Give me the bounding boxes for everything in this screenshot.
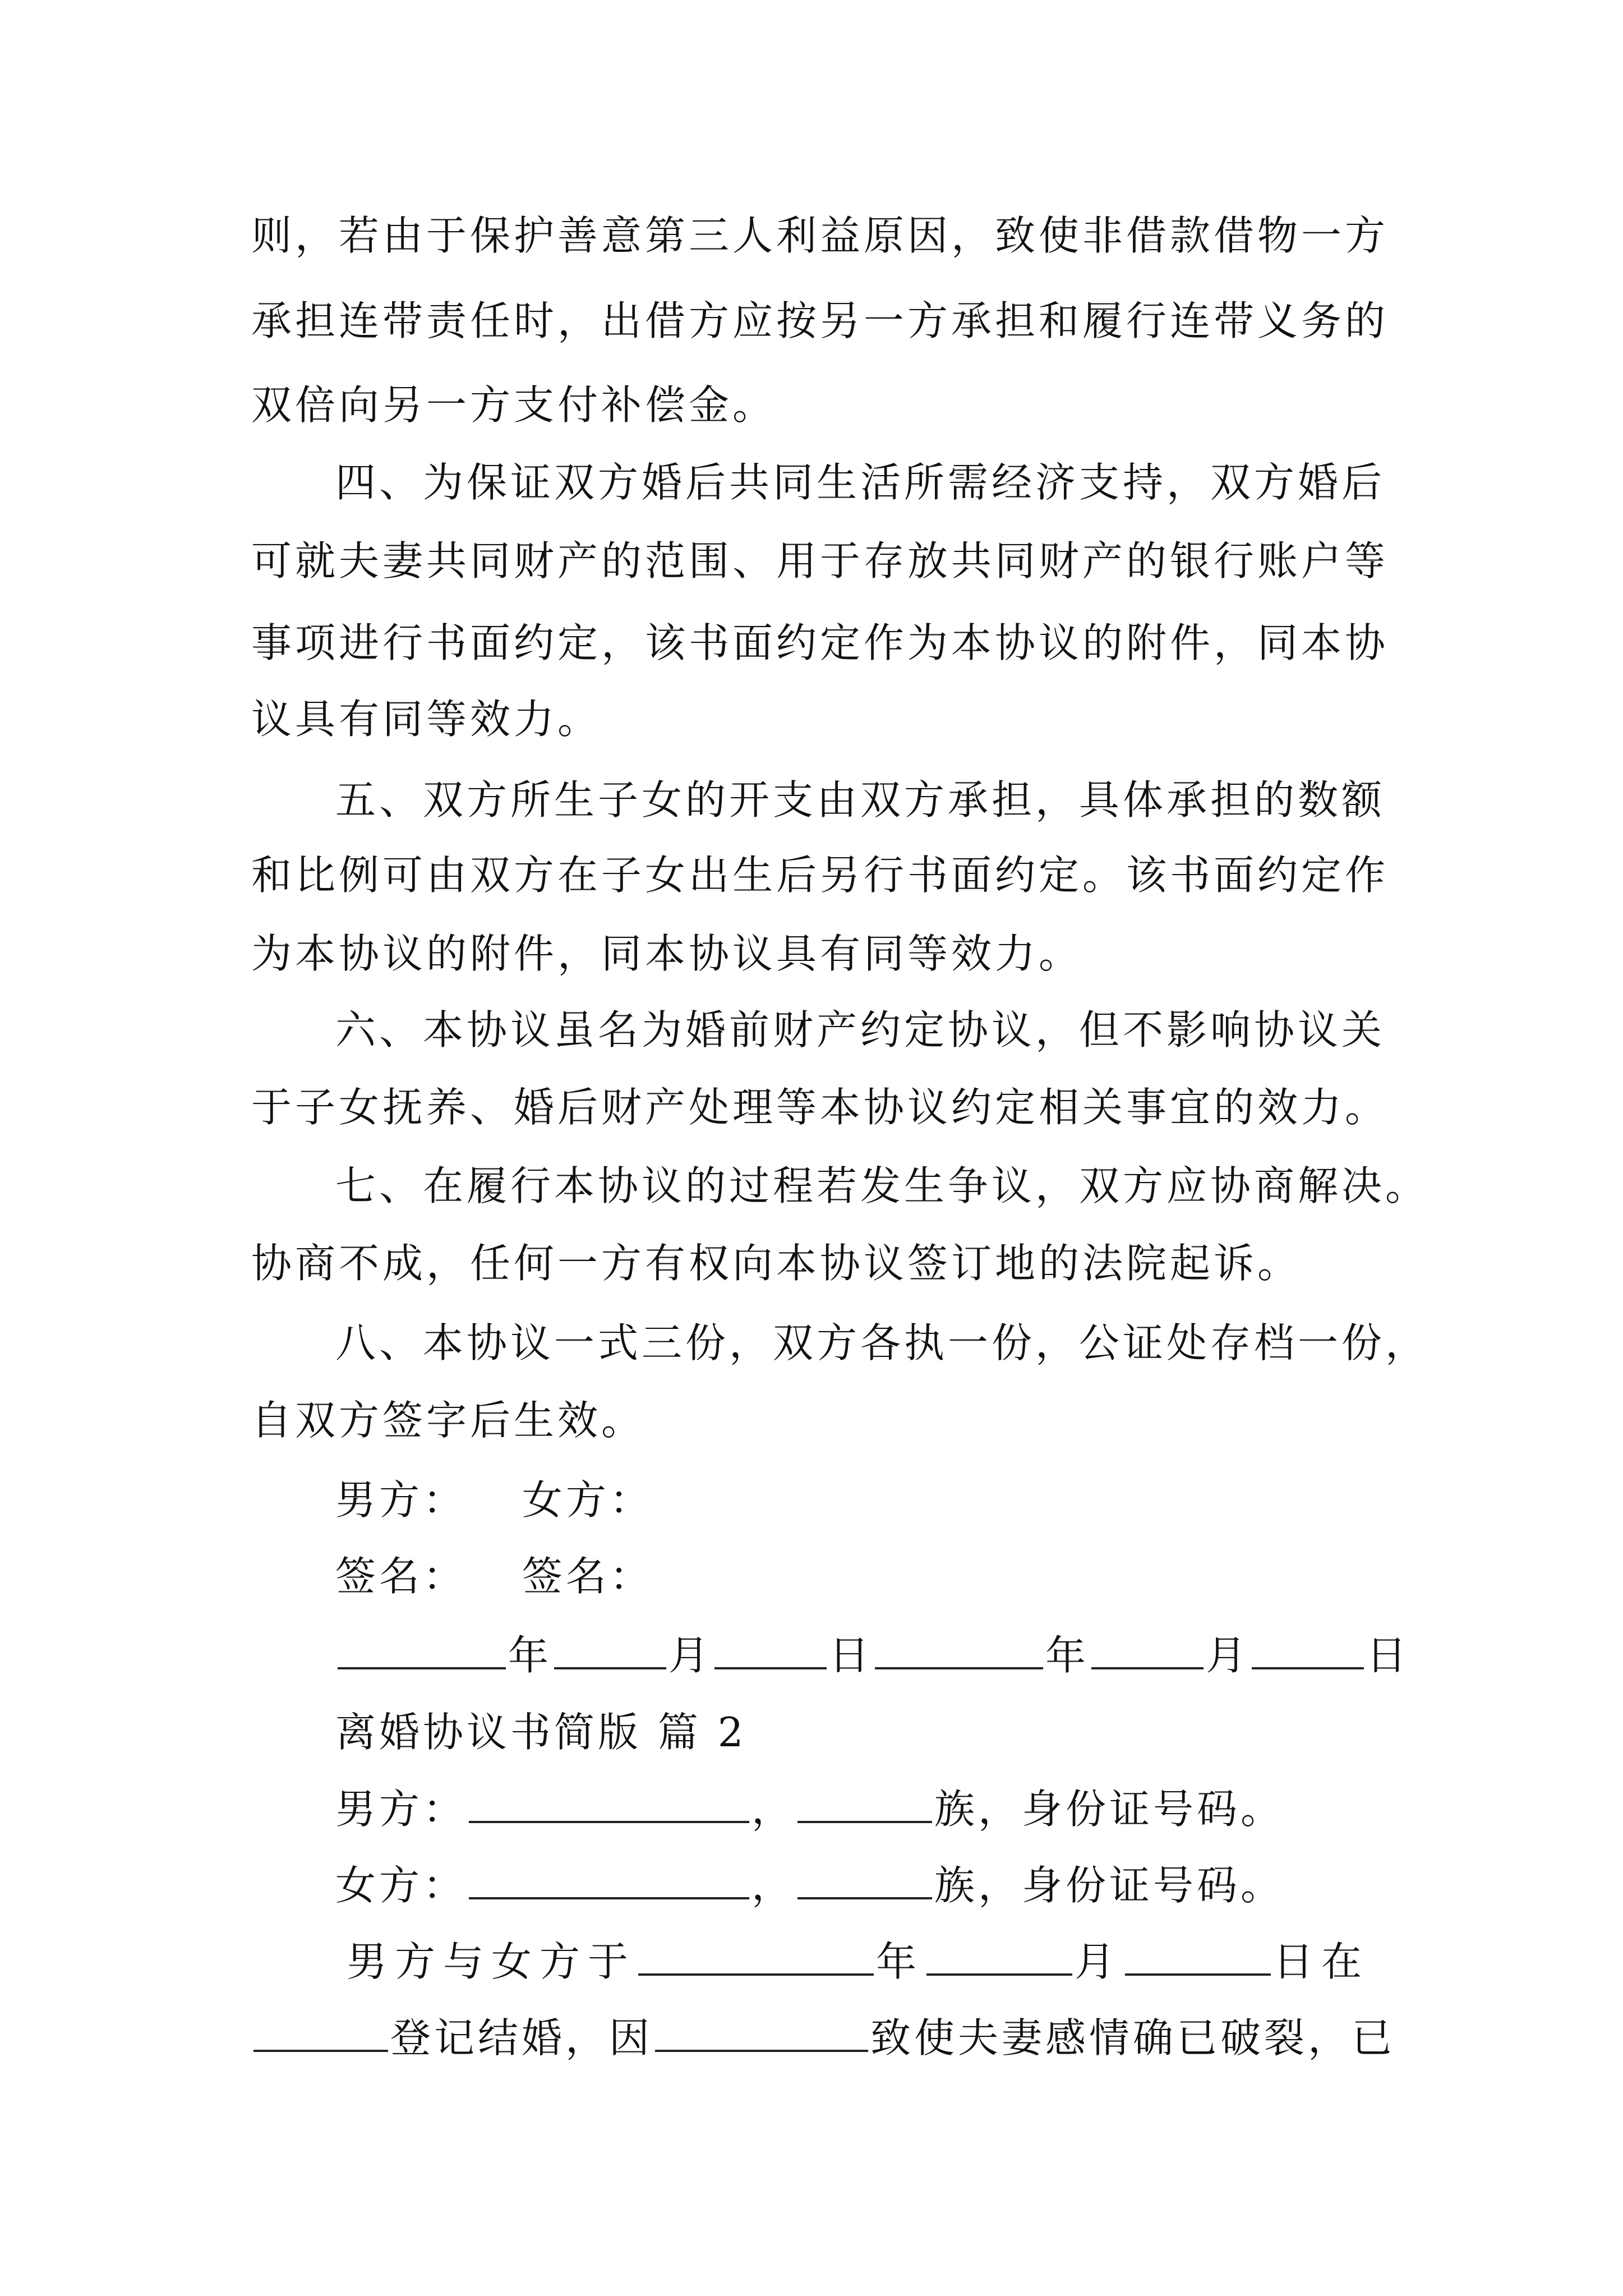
month-blank[interactable]	[554, 1628, 666, 1669]
register-text: 登记结婚，因	[390, 2014, 653, 2062]
year-label: 年	[508, 1632, 552, 1679]
text-line: 可就夫妻共同财产的范围、用于存放共同财产的银行账户等	[251, 537, 1389, 585]
signature-row	[335, 1549, 1457, 1603]
text-line: 双倍向另一方支付补偿金。	[251, 381, 777, 429]
section-title: 离婚协议书简版 篇 2	[335, 1709, 747, 1756]
day-blank[interactable]	[1252, 1628, 1364, 1669]
signature-label: 签名：	[335, 1553, 467, 1600]
text-line: 于子女抚养、婚后财产处理等本协议约定相关事宜的效力。	[251, 1084, 1389, 1131]
male-label: 男方：	[335, 1476, 467, 1524]
male-prefix: 男方：	[335, 1786, 467, 1833]
text-line: 则，若由于保护善意第三人利益原因，致使非借款借物一方	[251, 212, 1389, 259]
text-line: 为本协议的附件，同本协议具有同等效力。	[251, 930, 1083, 977]
marriage-text: 男方与女方于	[347, 1938, 637, 1985]
day-blank[interactable]	[714, 1628, 827, 1669]
text-line: 协商不成，任何一方有权向本协议签订地的法院起诉。	[251, 1240, 1302, 1287]
female-ethnic-blank[interactable]	[797, 1858, 932, 1899]
breakdown-text: 致使夫妻感情确已破裂，已	[870, 2014, 1396, 2062]
month-label: 月	[1206, 1632, 1250, 1679]
party-row	[335, 1473, 1457, 1527]
female-label: 女方：	[522, 1476, 653, 1524]
comma: ，	[751, 1862, 796, 1909]
ethnic-suffix: 族，身份证号码。	[934, 1786, 1285, 1833]
register-row	[251, 2010, 1396, 2064]
ethnic-suffix: 族，身份证号码。	[934, 1862, 1285, 1909]
year-label: 年	[876, 1938, 925, 1985]
text-line: 四、为保证双方婚后共同生活所需经济支持，双方婚后	[335, 459, 1386, 506]
date-row	[335, 1628, 1457, 1682]
female-prefix: 女方：	[335, 1862, 467, 1909]
text-line: 六、本协议虽名为婚前财产约定协议，但不影响协议关	[335, 1006, 1386, 1053]
text-line: 议具有同等效力。	[251, 696, 602, 743]
text-line: 五、双方所生子女的开支由双方承担，具体承担的数额	[335, 776, 1386, 823]
text-line: 七、在履行本协议的过程若发生争议，双方应协商解决。	[335, 1162, 1430, 1209]
year-blank[interactable]	[875, 1628, 1043, 1669]
text-line: 和比例可由双方在子女出生后另行书面约定。该书面约定作	[251, 852, 1389, 899]
comma: ，	[751, 1786, 796, 1833]
year-label: 年	[1045, 1632, 1090, 1679]
text-line: 自双方签字后生效。	[251, 1397, 645, 1444]
reason-blank[interactable]	[655, 2010, 868, 2052]
text-line: 事项进行书面约定，该书面约定作为本协议的附件，同本协	[251, 619, 1389, 666]
male-name-blank[interactable]	[469, 1782, 749, 1823]
month-label: 月	[1075, 1938, 1123, 1985]
month-label: 月	[668, 1632, 713, 1679]
male-ethnic-blank[interactable]	[797, 1782, 932, 1823]
marriage-day-blank[interactable]	[1125, 1934, 1271, 1976]
marriage-year-blank[interactable]	[638, 1934, 874, 1976]
female-info-row	[335, 1858, 1457, 1912]
female-name-blank[interactable]	[469, 1858, 749, 1899]
day-label: 日	[1366, 1632, 1410, 1679]
text-line: 八、本协议一式三份，双方各执一份，公证处存档一份，	[335, 1319, 1430, 1366]
place-blank[interactable]	[253, 2010, 388, 2052]
day-label: 日	[829, 1632, 873, 1679]
signature-label: 签名：	[522, 1553, 653, 1600]
marriage-month-blank[interactable]	[926, 1934, 1072, 1976]
month-blank[interactable]	[1091, 1628, 1204, 1669]
male-info-row	[335, 1782, 1457, 1835]
day-at-label: 日在	[1273, 1938, 1370, 1985]
year-blank[interactable]	[338, 1628, 506, 1669]
text-line: 承担连带责任时，出借方应按另一方承担和履行连带义务的	[251, 297, 1389, 344]
marriage-row	[347, 1934, 1468, 1988]
